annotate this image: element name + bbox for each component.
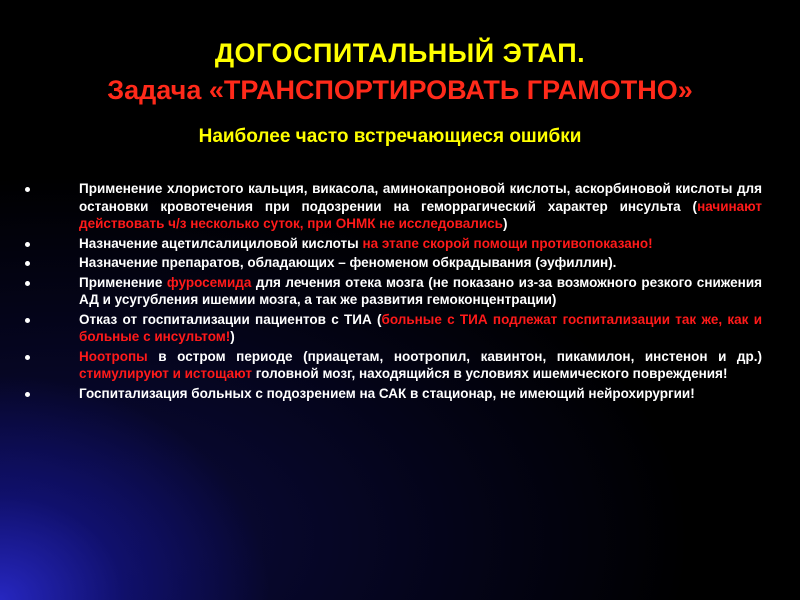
item-text: Назначение препаратов, обладающих – феноменом обкрадывания (эуфиллин). (79, 255, 617, 270)
item-red-text: больные с ТИА подлежат госпитализации так же, как и больные с инсультом! (79, 311, 762, 344)
item-text: Применение хлористого кальция, викасола, аминокапроновой кислоты, аскорбиновой кислоты для остановки кровотечения при подозрении на геморрагический характер инсульта ( (79, 181, 762, 214)
item-red-text: начинают действовать ч/з несколько суток, при ОНМК не исследовались (79, 198, 762, 231)
bullet-icon (25, 355, 30, 360)
slide-title: ДОГОСПИТАЛЬНЫЙ ЭТАП. (214, 38, 586, 68)
list-item (20, 235, 762, 253)
list-item (20, 311, 762, 346)
item-text: головной мозг, находящийся в условиях ишемического повреждения! (251, 366, 728, 381)
slide-subtitle: Наиболее часто встречающиеся ошибки (198, 126, 582, 147)
bullet-icon (25, 281, 30, 286)
list-item (20, 348, 762, 383)
item-text: Отказ от госпитализации пациентов с ТИА ( (79, 311, 382, 327)
list-item (20, 385, 762, 403)
item-text: ) (502, 216, 508, 231)
list-item (20, 274, 762, 309)
item-red-text: на этапе скорой помощи противопоказано! (362, 235, 653, 251)
item-text: в остром периоде (приацетам, ноотропил, кавинтон, пикамилон, инстенон и др.) (147, 348, 762, 364)
item-text: Назначение ацетилсалициловой кислоты (79, 235, 363, 251)
item-red-text: Ноотропы (79, 348, 148, 364)
list-item (20, 180, 762, 233)
list-item (20, 254, 762, 272)
item-text: ) (230, 329, 235, 344)
bullet-icon (25, 261, 30, 266)
error-list (20, 180, 762, 404)
bullet-icon (25, 318, 30, 323)
item-text: для лечения отека мозга (не показано из-за возможного резкого снижения АД и усугубления ишемии мозга, а так же развития гемоконцентрации) (79, 274, 763, 307)
item-red-text: фуросемида (166, 274, 252, 290)
slide-title-task: Задача «ТРАНСПОРТИРОВАТЬ ГРАМОТНО» (107, 75, 693, 105)
bullet-icon (25, 392, 30, 397)
bullet-icon (25, 242, 30, 247)
item-text: Применение (79, 274, 167, 290)
item-red-text: стимулируют и истощают (79, 366, 252, 381)
bullet-icon (25, 187, 30, 192)
item-text: Госпитализация больных с подозрением на САК в стационар, не имеющий нейрохирургии! (79, 385, 695, 401)
